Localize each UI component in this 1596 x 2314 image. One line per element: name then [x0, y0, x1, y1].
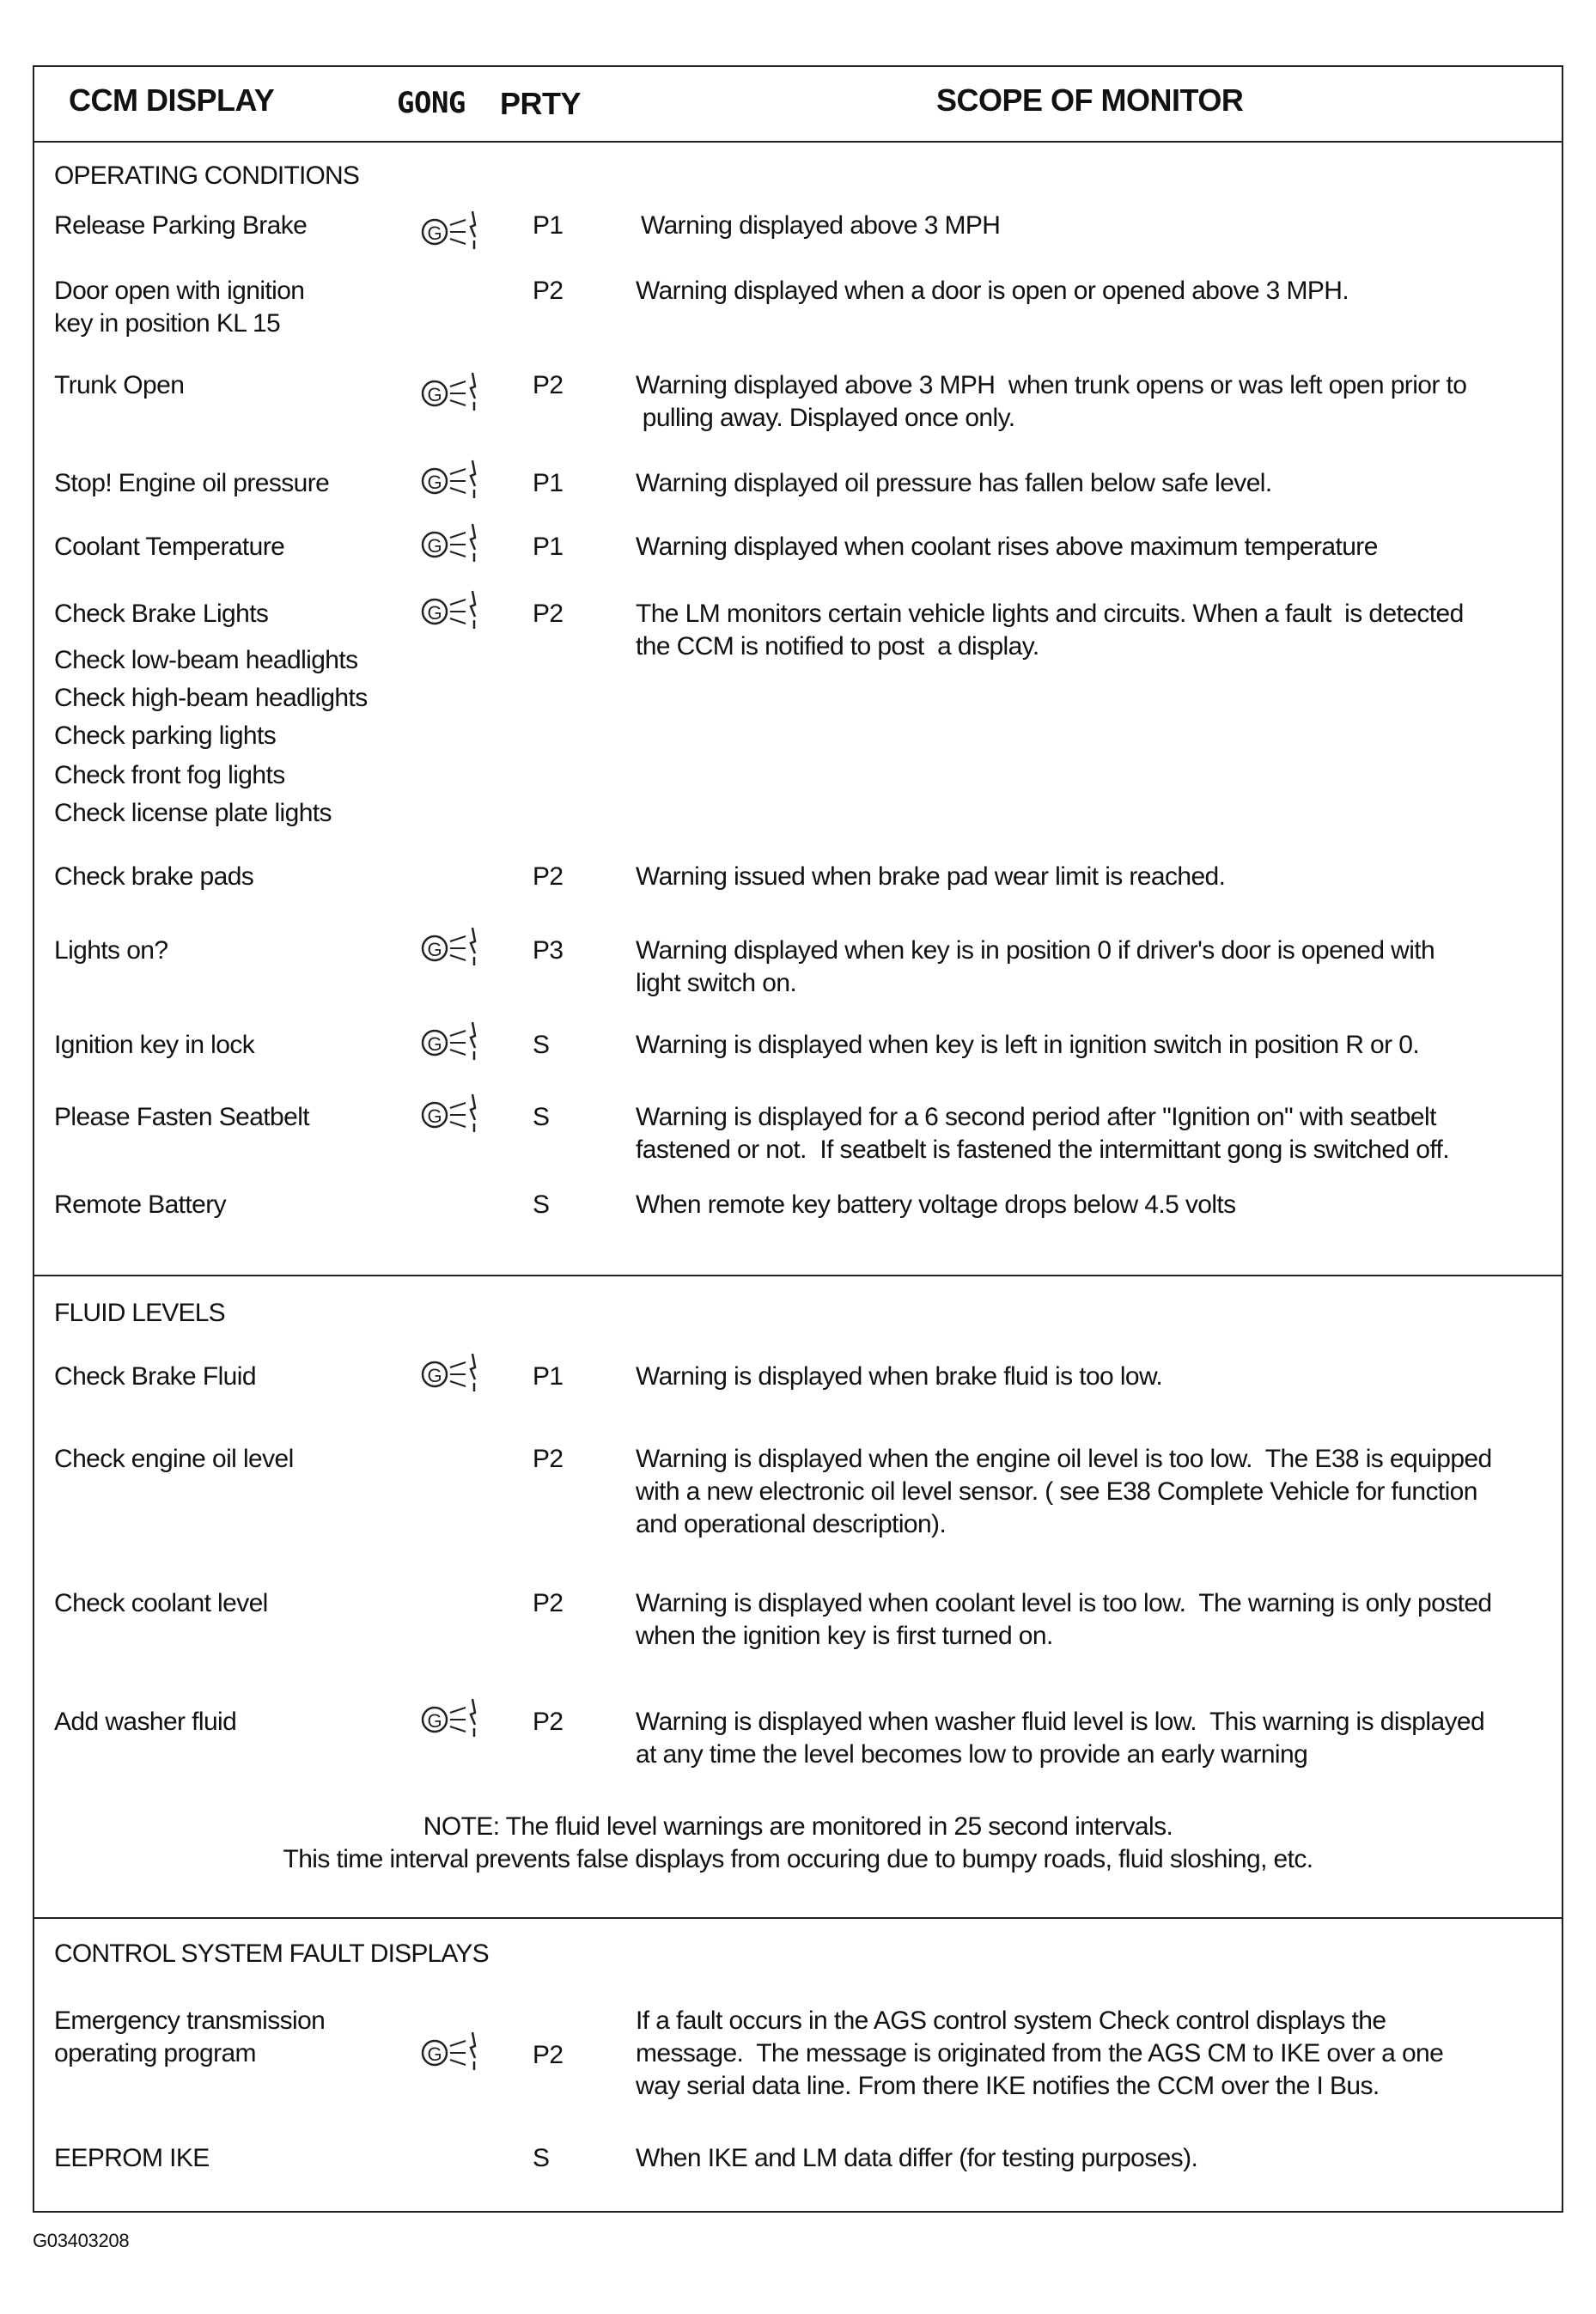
row-priority: P1	[533, 211, 563, 240]
row-priority: P2	[533, 862, 563, 891]
row-label: Check coolant level	[54, 1589, 268, 1617]
row-description: Warning displayed when key is in position 0 if driver's door is opened with light switch on.	[636, 936, 1435, 997]
scope-header: SCOPE OF MONITOR	[936, 82, 1244, 118]
row-description: Warning displayed when coolant rises above maximum temperature	[636, 533, 1378, 561]
row-description: Warning is displayed when brake fluid is too low.	[636, 1362, 1163, 1391]
svg-text:G: G	[427, 222, 442, 244]
row-label: Stop! Engine oil pressure	[54, 469, 330, 497]
row-label: Trunk Open	[54, 371, 185, 399]
row-description: When remote key battery voltage drops below 4.5 volts	[636, 1190, 1236, 1219]
row-description: Warning displayed when a door is open or opened above 3 MPH.	[636, 277, 1349, 305]
gong-bell-icon	[417, 1019, 486, 1063]
row-description: Warning displayed above 3 MPH when trunk opens or was left open prior to pulling away. Displayed once only.	[636, 371, 1467, 432]
gong-bell-icon	[417, 1091, 486, 1136]
row-priority: P2	[533, 1589, 563, 1617]
row-priority: P1	[533, 1362, 563, 1391]
row-description: Warning is displayed when washer fluid level is low. This warning is displayed at any time the level becomes low to provide an early warning	[636, 1708, 1485, 1769]
row-label: Check Brake Fluid	[54, 1362, 256, 1391]
row-label: Add washer fluid	[54, 1708, 237, 1736]
row-priority: P2	[533, 2041, 563, 2069]
gong-bell-icon	[417, 521, 486, 565]
row-label: Check license plate lights	[54, 799, 332, 827]
monitor-table	[33, 65, 1563, 2213]
row-label: Please Fasten Seatbelt	[54, 1103, 309, 1131]
row-priority: P2	[533, 371, 563, 399]
row-priority: S	[533, 1190, 550, 1219]
row-label: Door open with ignition key in position KL 15	[54, 277, 305, 338]
row-label: Check Brake Lights	[54, 600, 269, 628]
row-label: Release Parking Brake	[54, 211, 308, 240]
row-label: Check low-beam headlights	[54, 646, 358, 674]
row-description: Warning is displayed when coolant level is too low. The warning is only posted when the ignition key is first turned on.	[636, 1589, 1492, 1650]
svg-text:G: G	[427, 472, 442, 493]
row-description: Warning issued when brake pad wear limit is reached.	[636, 862, 1226, 891]
row-priority: S	[533, 1031, 550, 1059]
row-priority: P1	[533, 469, 563, 497]
gong-bell-icon	[417, 1696, 486, 1740]
row-priority: P1	[533, 533, 563, 561]
svg-text:G: G	[427, 1365, 442, 1386]
row-priority: P3	[533, 936, 563, 965]
svg-text:G: G	[427, 602, 442, 624]
gong-bell-icon	[417, 588, 486, 632]
gong-bell-icon	[417, 924, 486, 969]
row-label: Lights on?	[54, 936, 168, 965]
row-description: When IKE and LM data differ (for testing purposes).	[636, 2144, 1198, 2172]
row-label: Check front fog lights	[54, 761, 285, 789]
svg-text:G: G	[427, 535, 442, 557]
row-description: The LM monitors certain vehicle lights and circuits. When a fault is detected the CCM is notified to post a display.	[636, 600, 1464, 661]
section-title-fluid: FLUID LEVELS	[54, 1299, 225, 1327]
svg-text:G: G	[427, 384, 442, 405]
header-divider	[34, 141, 1562, 143]
row-description: Warning is displayed when the engine oil level is too low. The E38 is equipped with a new electronic oil level sensor. ( see E38 Complete Vehicle for function and operational description).	[636, 1445, 1492, 1538]
section-divider	[34, 1275, 1562, 1276]
row-label: Coolant Temperature	[54, 533, 285, 561]
row-label: Check parking lights	[54, 722, 277, 750]
row-label: EEPROM IKE	[54, 2144, 210, 2172]
gong-bell-icon	[417, 1350, 486, 1395]
row-priority: P2	[533, 1708, 563, 1736]
svg-text:G: G	[427, 1033, 442, 1055]
row-priority: S	[533, 1103, 550, 1131]
figure-code: G03403208	[33, 2230, 130, 2251]
gong-header: GONG	[397, 86, 466, 120]
svg-text:G: G	[427, 1105, 442, 1127]
section-title-control: CONTROL SYSTEM FAULT DISPLAYS	[54, 1939, 489, 1968]
row-priority: P2	[533, 1445, 563, 1473]
row-priority: S	[533, 2144, 550, 2172]
row-description: If a fault occurs in the AGS control system Check control displays the message. The message is originated from the AGS CM to IKE over a one way serial data line. From there IKE notifies the CCM over the I Bus.	[636, 2006, 1444, 2100]
fluid-note-line-2: This time interval prevents false displays from occuring due to bumpy roads, fluid sloshing, etc.	[283, 1845, 1313, 1873]
row-description: Warning is displayed for a 6 second period after "Ignition on" with seatbelt fastened or not. If seatbelt is fastened the intermittant gong is switched off.	[636, 1103, 1450, 1164]
section-divider	[34, 1917, 1562, 1919]
row-label: Check brake pads	[54, 862, 254, 891]
row-description: Warning displayed oil pressure has fallen below safe level.	[636, 469, 1272, 497]
svg-text:G: G	[427, 939, 442, 960]
row-description: Warning is displayed when key is left in ignition switch in position R or 0.	[636, 1031, 1420, 1059]
row-label: Check high-beam headlights	[54, 684, 368, 712]
gong-bell-icon	[417, 2029, 486, 2073]
gong-bell-icon	[417, 208, 486, 253]
svg-text:G: G	[427, 1710, 442, 1732]
prty-header: PRTY	[500, 86, 582, 121]
row-priority: P2	[533, 277, 563, 305]
row-description: Warning displayed above 3 MPH	[641, 211, 1001, 240]
row-label: Check engine oil level	[54, 1445, 294, 1473]
gong-bell-icon	[417, 457, 486, 502]
row-label: Emergency transmission operating program	[54, 2006, 326, 2067]
section-title-operating: OPERATING CONDITIONS	[54, 161, 360, 190]
ccm-display-header: CCM DISPLAY	[69, 82, 275, 118]
row-priority: P2	[533, 600, 563, 628]
svg-text:G: G	[427, 2043, 442, 2065]
row-label: Remote Battery	[54, 1190, 227, 1219]
fluid-note-line-1: NOTE: The fluid level warnings are monitored in 25 second intervals.	[423, 1812, 1173, 1841]
gong-bell-icon	[417, 369, 486, 414]
row-label: Ignition key in lock	[54, 1031, 255, 1059]
